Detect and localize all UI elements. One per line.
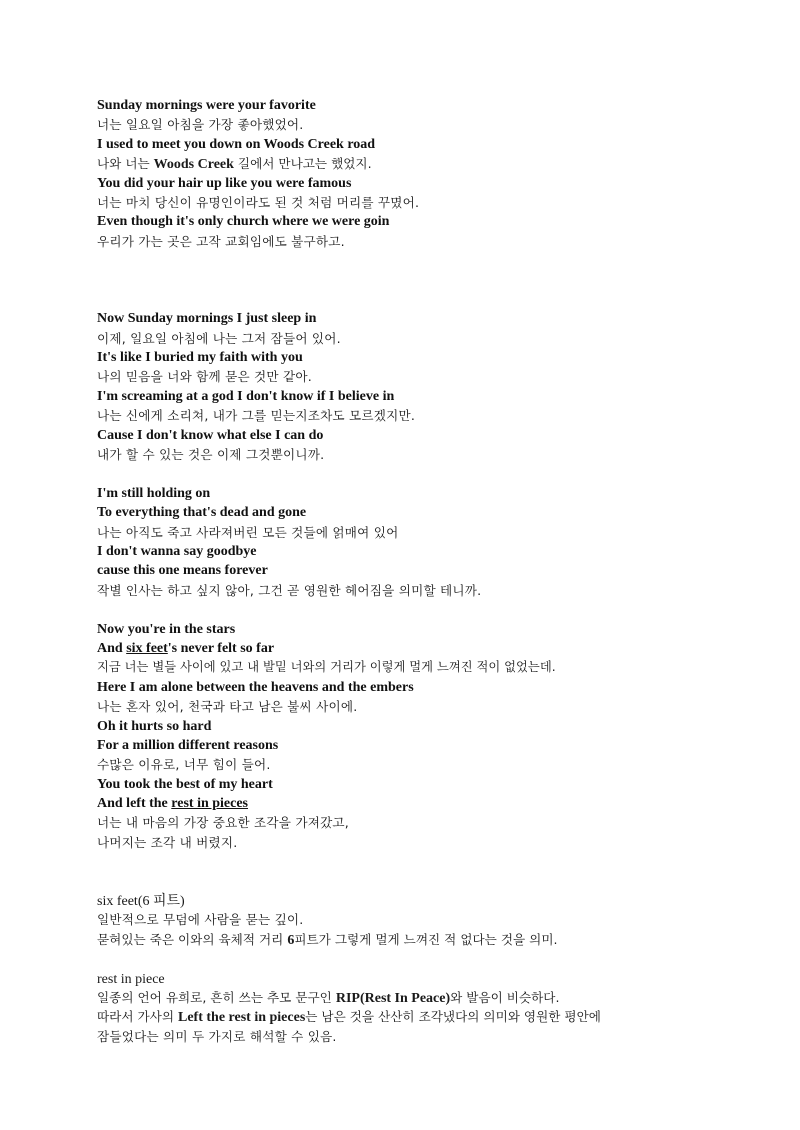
- translation-line: 너는 일요일 아침을 가장 좋아했었어.: [97, 117, 304, 133]
- lyric-line: I used to meet you down on Woods Creek road: [97, 136, 376, 152]
- translation-line: 우리가 가는 곳은 고작 교회임에도 불구하고.: [97, 233, 345, 249]
- translation-line: 나와 너는 Woods Creek 길에서 만나고는 했었지.: [97, 156, 372, 173]
- spacer: [97, 852, 777, 891]
- translation-line: 수많은 이유로, 너무 힘이 들어.: [97, 757, 271, 773]
- lyric-line: Sunday mornings were your favorite: [97, 98, 316, 113]
- footnote-text: 잠들었다는 의미 두 가지로 해석할 수 있음.: [97, 1028, 337, 1044]
- footnote-text: 일반적으로 무덤에 사람을 묻는 깊이.: [97, 912, 304, 928]
- lyric-line: Oh it hurts so hard: [97, 718, 212, 734]
- lyric-line: Here I am alone between the heavens and the embers: [97, 679, 414, 695]
- translation-line: 내가 할 수 있는 것은 이제 그것뿐이니까.: [97, 447, 325, 463]
- chorus-1: [97, 484, 777, 600]
- footnote-text: 일종의 언어 유희로, 흔히 쓰는 추모 문구인 RIP(Rest In Peace)와 발음이 비슷하다.: [97, 990, 560, 1006]
- highlighted-phrase: six feet: [126, 640, 168, 656]
- footnote-text: 묻혀있는 죽은 이와의 육체적 거리 6피트가 그렇게 멀게 느껴진 적 없다는 것을 의미.: [97, 931, 558, 948]
- lyric-line: Even though it's only church where we were goin: [97, 214, 390, 230]
- lyrics-document: [97, 96, 777, 1046]
- lyric-line: It's like I buried my faith with you: [97, 350, 303, 366]
- lyric-line: You took the best of my heart: [97, 776, 273, 792]
- footnote-title: rest in piece: [97, 971, 165, 987]
- translation-line: 작별 인사는 하고 싶지 않아, 그건 곧 영원한 헤어짐을 의미할 테니까.: [97, 582, 482, 598]
- translation-line: 나머지는 조각 내 버렸지.: [97, 834, 238, 850]
- lyric-line: For a million different reasons: [97, 737, 279, 753]
- spacer: [97, 464, 777, 483]
- lyric-line: And six feet's never felt so far: [97, 640, 275, 656]
- footnote-rest-in-piece: [97, 969, 777, 1047]
- translation-line: 나의 믿음을 너와 함께 묻은 것만 같아.: [97, 369, 312, 385]
- lyric-line: Now you're in the stars: [97, 621, 236, 637]
- lyric-line: cause this one means forever: [97, 563, 268, 579]
- lyric-line: And left the rest in pieces: [97, 796, 249, 812]
- translation-line: 너는 마치 당신이 유명인이라도 된 것 처럼 머리를 꾸몄어.: [97, 194, 420, 210]
- lyric-line: I'm screaming at a god I don't know if I believe in: [97, 388, 395, 404]
- translation-line: 나는 신에게 소리쳐, 내가 그를 믿는지조차도 모르겠지만.: [97, 408, 416, 424]
- spacer: [97, 600, 777, 619]
- spacer: [97, 251, 777, 290]
- lyric-line: I don't wanna say goodbye: [97, 544, 257, 559]
- translation-line: 나는 아직도 죽고 사라져버린 모든 것들에 얽매여 있어: [97, 524, 399, 540]
- spacer: [97, 949, 777, 968]
- verse-1: [97, 96, 777, 251]
- translation-line: 지금 너는 별들 사이에 있고 내 발밑 너와의 거리가 이렇게 멀게 느껴진 적이 없었는데.: [97, 660, 556, 675]
- lyric-line: You did your hair up like you were famous: [97, 175, 352, 191]
- lyric-line: Cause I don't know what else I can do: [97, 427, 324, 443]
- translation-line: 나는 혼자 있어, 천국과 타고 남은 불씨 사이에.: [97, 699, 358, 715]
- highlighted-phrase: rest in pieces: [171, 796, 249, 812]
- footnote-six-feet: [97, 891, 777, 949]
- footnote-text: 따라서 가사의 Left the rest in pieces는 남은 것을 산산히 조각냈다의 의미와 영원한 평안에: [97, 1009, 601, 1026]
- translation-line: 이제, 일요일 아침에 나는 그저 잠들어 있어.: [97, 330, 341, 346]
- lyric-line: I'm still holding on: [97, 485, 211, 501]
- translation-line: 너는 내 마음의 가장 중요한 조각을 가져갔고,: [97, 815, 350, 831]
- lyric-line: Now Sunday mornings I just sleep in: [97, 311, 317, 327]
- verse-2: [97, 309, 777, 464]
- lyric-line: To everything that's dead and gone: [97, 505, 307, 521]
- spacer: [97, 290, 777, 309]
- chorus-2: [97, 620, 777, 853]
- footnote-title: six feet(6 피트): [97, 894, 185, 910]
